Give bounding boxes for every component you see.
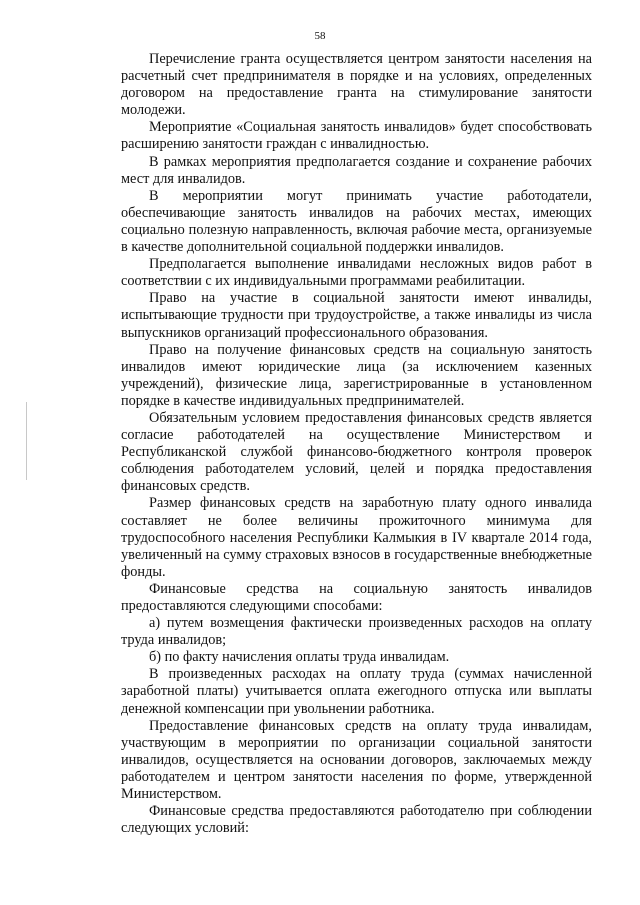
margin-mark bbox=[26, 402, 27, 480]
paragraph: Предоставление финансовых средств на оплату труда инвалидам, участвующим в мероприятии по организации социальной занятости инвалидов, осуществляется на основании договоров, заключаемых между работодателем и центром занятости населения по форме, утвержденной Министерством. bbox=[121, 717, 592, 803]
page-number: 58 bbox=[314, 30, 326, 42]
document-body bbox=[121, 51, 592, 837]
list-item: б) по факту начисления оплаты труда инвалидам. bbox=[149, 649, 450, 666]
paragraph: Финансовые средства на социальную занятость инвалидов предоставляются следующими способами: bbox=[121, 580, 592, 614]
paragraph: Обязательным условием предоставления финансовых средств является согласие работодателей на осуществление Министерством и Республиканской службой финансово-бюджетного контроля проверок соблюдения работодателем условий, целей и порядка предоставления финансовых средств. bbox=[121, 409, 592, 495]
paragraph: Финансовые средства предоставляются работодателю при соблюдении следующих условий: bbox=[121, 803, 592, 837]
paragraph: Право на участие в социальной занятости имеют инвалиды, испытывающие трудности при трудоустройстве, а также инвалиды из числа выпускников организаций профессионального образования. bbox=[121, 290, 592, 341]
paragraph: В мероприятии могут принимать участие работодатели, обеспечивающие занятость инвалидов на рабочих местах, имеющих социально полезную направленность, включая рабочие места, организуемые в качестве дополнительной социальной поддержки инвалидов. bbox=[121, 187, 592, 256]
paragraph: Право на получение финансовых средств на социальную занятость инвалидов имеют юридические лица (за исключением казенных учреждений), физические лица, зарегистрированные в установленном порядке в качестве индивидуальных предпринимателей. bbox=[121, 341, 592, 409]
paragraph: Размер финансовых средств на заработную плату одного инвалида составляет не более величины прожиточного минимума для трудоспособного населения Республики Калмыкия в IV квартале 2014 года, увеличенный на сумму страховых взносов в государственные внебюджетные фонды. bbox=[121, 495, 592, 580]
paragraph: В произведенных расходах на оплату труда (суммах начисленной заработной платы) учитывается оплата ежегодного отпуска или выплаты денежной компенсации при увольнении работника. bbox=[121, 666, 592, 717]
paragraph: В рамках мероприятия предполагается создание и сохранение рабочих мест для инвалидов. bbox=[121, 153, 592, 187]
paragraph: Мероприятие «Социальная занятость инвалидов» будет способствовать расширению занятости граждан с инвалидностью. bbox=[121, 119, 592, 153]
paragraph: Перечисление гранта осуществляется центром занятости населения на расчетный счет предпринимателя в порядке и на условиях, определенных договором на предоставление гранта на стимулирование занятости молодежи. bbox=[121, 51, 592, 119]
list-item: а) путем возмещения фактически произведенных расходов на оплату труда инвалидов; bbox=[121, 615, 592, 649]
paragraph: Предполагается выполнение инвалидами несложных видов работ в соответствии с их индивидуальными программами реабилитации. bbox=[121, 256, 592, 290]
